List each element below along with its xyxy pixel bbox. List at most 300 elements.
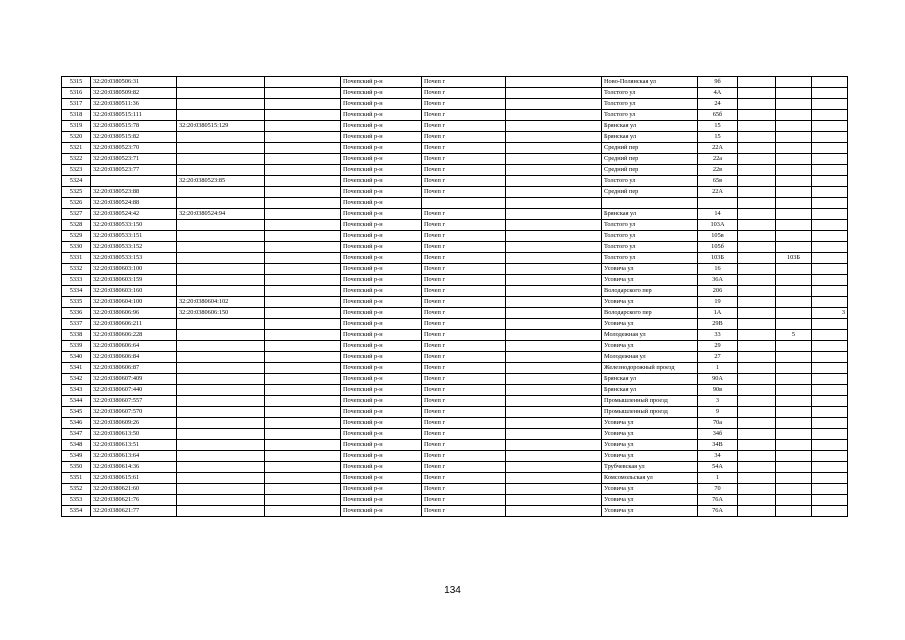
column-7-cell [506,506,602,517]
column-12-cell [812,77,848,88]
column-11-cell [776,187,812,198]
linked-cadastral-number-cell [177,330,265,341]
column-7-cell [506,99,602,110]
cadastral-number-cell: 32:20:0380533:152 [91,242,177,253]
house-number-cell: 1 [698,473,738,484]
table-body [62,77,848,517]
column-11-cell [776,451,812,462]
city-cell: Почеп г [422,143,506,154]
row-number-cell: 5342 [62,374,91,385]
house-number-cell: 1А [698,308,738,319]
city-cell: Почеп г [422,77,506,88]
table-row [62,165,848,176]
column-7-cell [506,275,602,286]
house-number-cell [698,198,738,209]
linked-cadastral-number-cell [177,407,265,418]
column-10-cell [738,154,776,165]
column-4-cell [265,341,341,352]
linked-cadastral-number-cell [177,473,265,484]
district-cell: Почепский р-н [341,88,422,99]
cadastral-number-cell: 32:20:0380515:111 [91,110,177,121]
house-number-cell: 105в [698,231,738,242]
column-12-cell [812,121,848,132]
house-number-cell: 65в [698,176,738,187]
column-10-cell [738,209,776,220]
column-4-cell [265,209,341,220]
district-cell: Почепский р-н [341,308,422,319]
cadastral-number-cell: 32:20:0380603:100 [91,264,177,275]
column-7-cell [506,154,602,165]
house-number-cell: 15 [698,121,738,132]
column-12-cell [812,253,848,264]
table-row [62,352,848,363]
district-cell: Почепский р-н [341,264,422,275]
row-number-cell: 5350 [62,462,91,473]
column-11-cell [776,363,812,374]
column-10-cell [738,396,776,407]
table-row [62,275,848,286]
linked-cadastral-number-cell [177,429,265,440]
district-cell: Почепский р-н [341,253,422,264]
column-4-cell [265,154,341,165]
column-10-cell [738,165,776,176]
column-4-cell [265,77,341,88]
district-cell: Почепский р-н [341,154,422,165]
table-row [62,176,848,187]
district-cell: Почепский р-н [341,484,422,495]
linked-cadastral-number-cell [177,385,265,396]
column-7-cell [506,121,602,132]
column-7-cell [506,88,602,99]
column-12-cell [812,88,848,99]
city-cell: Почеп г [422,110,506,121]
linked-cadastral-number-cell [177,319,265,330]
street-cell: Усовича ул [602,341,698,352]
house-number-cell: 103А [698,220,738,231]
district-cell: Почепский р-н [341,297,422,308]
city-cell: Почеп г [422,341,506,352]
column-12-cell [812,99,848,110]
column-4-cell [265,396,341,407]
district-cell: Почепский р-н [341,418,422,429]
column-12-cell [812,506,848,517]
column-7-cell [506,374,602,385]
city-cell: Почеп г [422,429,506,440]
column-12-cell [812,165,848,176]
cadastral-number-cell: 32:20:0380533:151 [91,231,177,242]
house-number-cell: 103Б [698,253,738,264]
table-row [62,121,848,132]
cadastral-number-cell: 32:20:0380524:42 [91,209,177,220]
column-10-cell [738,110,776,121]
district-cell: Почепский р-н [341,110,422,121]
column-12-cell [812,275,848,286]
cadastral-number-cell: 32:20:0380607:557 [91,396,177,407]
column-11-cell [776,308,812,319]
column-11-cell [776,99,812,110]
city-cell: Почеп г [422,462,506,473]
house-number-cell: 14 [698,209,738,220]
district-cell: Почепский р-н [341,396,422,407]
row-number-cell: 5326 [62,198,91,209]
cadastral-number-cell: 32:20:0380621:77 [91,506,177,517]
linked-cadastral-number-cell [177,275,265,286]
column-12-cell [812,319,848,330]
column-4-cell [265,473,341,484]
linked-cadastral-number-cell [177,198,265,209]
column-10-cell [738,506,776,517]
row-number-cell: 5346 [62,418,91,429]
row-number-cell: 5327 [62,209,91,220]
column-4-cell [265,407,341,418]
row-number-cell: 5325 [62,187,91,198]
cadastral-number-cell: 32:20:0380613:64 [91,451,177,462]
linked-cadastral-number-cell [177,484,265,495]
city-cell: Почеп г [422,88,506,99]
linked-cadastral-number-cell [177,363,265,374]
row-number-cell: 5315 [62,77,91,88]
column-12-cell [812,352,848,363]
cadastral-number-cell: 32:20:0380603:160 [91,286,177,297]
street-cell: Брянская ул [602,121,698,132]
row-number-cell: 5317 [62,99,91,110]
table-row [62,209,848,220]
house-number-cell: 34б [698,429,738,440]
column-4-cell [265,286,341,297]
city-cell: Почеп г [422,319,506,330]
column-11-cell [776,484,812,495]
column-11-cell [776,121,812,132]
linked-cadastral-number-cell [177,396,265,407]
table-row [62,495,848,506]
column-7-cell [506,231,602,242]
street-cell: Брянская ул [602,209,698,220]
column-12-cell [812,363,848,374]
linked-cadastral-number-cell [177,77,265,88]
street-cell: Толстого ул [602,88,698,99]
district-cell: Почепский р-н [341,165,422,176]
column-10-cell [738,495,776,506]
linked-cadastral-number-cell [177,352,265,363]
row-number-cell: 5349 [62,451,91,462]
row-number-cell: 5318 [62,110,91,121]
house-number-cell: 206 [698,286,738,297]
street-cell: Толстого ул [602,242,698,253]
cadastral-number-cell: 32:20:0380606:211 [91,319,177,330]
cadastral-number-cell: 32:20:0380511:36 [91,99,177,110]
table-row [62,462,848,473]
row-number-cell: 5347 [62,429,91,440]
column-10-cell [738,132,776,143]
linked-cadastral-number-cell [177,495,265,506]
column-4-cell [265,495,341,506]
street-cell: Усовича ул [602,495,698,506]
district-cell: Почепский р-н [341,209,422,220]
row-number-cell: 5335 [62,297,91,308]
column-12-cell [812,462,848,473]
city-cell: Почеп г [422,209,506,220]
column-10-cell [738,418,776,429]
row-number-cell: 5319 [62,121,91,132]
linked-cadastral-number-cell [177,187,265,198]
table-row [62,297,848,308]
column-11-cell [776,275,812,286]
house-number-cell: 34В [698,440,738,451]
row-number-cell: 5324 [62,176,91,187]
district-cell: Почепский р-н [341,143,422,154]
column-12-cell [812,209,848,220]
house-number-cell: 29 [698,341,738,352]
street-cell: Промышленный проезд [602,396,698,407]
column-10-cell [738,451,776,462]
table-row [62,319,848,330]
column-11-cell [776,385,812,396]
column-4-cell [265,99,341,110]
column-7-cell [506,429,602,440]
table-row [62,363,848,374]
district-cell: Почепский р-н [341,187,422,198]
column-10-cell [738,363,776,374]
column-10-cell [738,198,776,209]
column-7-cell [506,132,602,143]
district-cell: Почепский р-н [341,429,422,440]
linked-cadastral-number-cell [177,220,265,231]
cadastral-number-cell: 32:20:0380607:409 [91,374,177,385]
table-row [62,77,848,88]
cadastral-number-cell: 32:20:0380621:60 [91,484,177,495]
row-number-cell: 5334 [62,286,91,297]
cadastral-number-cell: 32:20:0380606:96 [91,308,177,319]
street-cell: Железнодорожный проезд [602,363,698,374]
column-11-cell: 103Б [776,253,812,264]
column-10-cell [738,385,776,396]
column-7-cell [506,209,602,220]
street-cell: Толстого ул [602,176,698,187]
column-7-cell [506,198,602,209]
column-7-cell [506,495,602,506]
column-10-cell [738,187,776,198]
district-cell: Почепский р-н [341,99,422,110]
house-number-cell: 9 [698,407,738,418]
column-4-cell [265,352,341,363]
district-cell: Почепский р-н [341,121,422,132]
column-11-cell [776,462,812,473]
house-number-cell: 33 [698,330,738,341]
column-4-cell [265,484,341,495]
column-11-cell [776,319,812,330]
district-cell: Почепский р-н [341,407,422,418]
column-7-cell [506,473,602,484]
city-cell: Почеп г [422,407,506,418]
row-number-cell: 5333 [62,275,91,286]
cadastral-number-cell: 32:20:0380607:570 [91,407,177,418]
registry-table [61,76,848,517]
column-12-cell [812,154,848,165]
linked-cadastral-number-cell: 32:20:0380524:94 [177,209,265,220]
house-number-cell: 1 [698,363,738,374]
column-11-cell [776,429,812,440]
column-10-cell [738,473,776,484]
city-cell: Почеп г [422,495,506,506]
street-cell [602,198,698,209]
row-number-cell: 5321 [62,143,91,154]
column-12-cell [812,143,848,154]
cadastral-number-cell: 32:20:0380615:61 [91,473,177,484]
column-11-cell [776,440,812,451]
district-cell: Почепский р-н [341,374,422,385]
district-cell: Почепский р-н [341,319,422,330]
city-cell: Почеп г [422,440,506,451]
column-7-cell [506,484,602,495]
table-row [62,506,848,517]
row-number-cell: 5348 [62,440,91,451]
column-4-cell [265,418,341,429]
row-number-cell: 5320 [62,132,91,143]
street-cell: Трубчевская ул [602,462,698,473]
column-10-cell [738,330,776,341]
table-row [62,308,848,319]
city-cell: Почеп г [422,330,506,341]
house-number-cell: 34 [698,451,738,462]
row-number-cell: 5340 [62,352,91,363]
row-number-cell: 5354 [62,506,91,517]
district-cell: Почепский р-н [341,77,422,88]
street-cell: Ново-Полянская ул [602,77,698,88]
column-7-cell [506,385,602,396]
street-cell: Молодежная ул [602,330,698,341]
house-number-cell: 70 [698,484,738,495]
city-cell: Почеп г [422,363,506,374]
cadastral-number-cell: 32:20:0380604:100 [91,297,177,308]
column-10-cell [738,286,776,297]
house-number-cell: 65б [698,110,738,121]
column-7-cell [506,396,602,407]
district-cell: Почепский р-н [341,462,422,473]
row-number-cell: 5316 [62,88,91,99]
row-number-cell: 5338 [62,330,91,341]
city-cell: Почеп г [422,308,506,319]
column-4-cell [265,308,341,319]
cadastral-number-cell: 32:20:0380609:26 [91,418,177,429]
column-4-cell [265,385,341,396]
street-cell: Усовича ул [602,319,698,330]
column-4-cell [265,187,341,198]
street-cell: Комсомольская ул [602,473,698,484]
district-cell: Почепский р-н [341,451,422,462]
column-10-cell [738,407,776,418]
column-7-cell [506,440,602,451]
cadastral-number-cell: 32:20:0380506:31 [91,77,177,88]
cadastral-number-cell: 32:20:0380606:228 [91,330,177,341]
column-10-cell [738,231,776,242]
street-cell: Усовича ул [602,506,698,517]
column-4-cell [265,275,341,286]
street-cell: Усовича ул [602,484,698,495]
street-cell: Усовича ул [602,440,698,451]
city-cell: Почеп г [422,396,506,407]
city-cell: Почеп г [422,253,506,264]
column-10-cell [738,143,776,154]
column-10-cell [738,297,776,308]
table-row [62,451,848,462]
city-cell: Почеп г [422,154,506,165]
table-row [62,220,848,231]
column-11-cell [776,506,812,517]
house-number-cell: 90в [698,385,738,396]
column-4-cell [265,451,341,462]
table-row [62,132,848,143]
column-4-cell [265,220,341,231]
district-cell: Почепский р-н [341,231,422,242]
city-cell: Почеп г [422,187,506,198]
column-11-cell [776,297,812,308]
linked-cadastral-number-cell [177,99,265,110]
column-7-cell [506,286,602,297]
column-4-cell [265,297,341,308]
column-11-cell [776,77,812,88]
column-4-cell [265,143,341,154]
table-row [62,143,848,154]
house-number-cell: 22А [698,187,738,198]
street-cell: Брянская ул [602,385,698,396]
district-cell: Почепский р-н [341,473,422,484]
column-10-cell [738,308,776,319]
column-7-cell [506,176,602,187]
column-11-cell [776,264,812,275]
cadastral-number-cell: 32:20:0380515:78 [91,121,177,132]
column-7-cell [506,341,602,352]
cadastral-number-cell: 32:20:0380613:50 [91,429,177,440]
table-row [62,374,848,385]
table-row [62,286,848,297]
column-7-cell [506,418,602,429]
column-7-cell [506,253,602,264]
linked-cadastral-number-cell [177,165,265,176]
column-11-cell [776,352,812,363]
linked-cadastral-number-cell [177,506,265,517]
house-number-cell: 70а [698,418,738,429]
linked-cadastral-number-cell [177,242,265,253]
column-12-cell [812,429,848,440]
column-11-cell [776,143,812,154]
city-cell: Почеп г [422,473,506,484]
table-row [62,231,848,242]
column-7-cell [506,165,602,176]
linked-cadastral-number-cell [177,88,265,99]
cadastral-number-cell: 32:20:0380606:84 [91,352,177,363]
linked-cadastral-number-cell [177,451,265,462]
column-4-cell [265,231,341,242]
row-number-cell: 5332 [62,264,91,275]
column-12-cell [812,297,848,308]
column-4-cell [265,319,341,330]
street-cell: Средний пер [602,165,698,176]
table-row [62,385,848,396]
street-cell: Промышленный проезд [602,407,698,418]
column-4-cell [265,264,341,275]
column-11-cell [776,286,812,297]
district-cell: Почепский р-н [341,363,422,374]
street-cell: Усовича ул [602,418,698,429]
column-10-cell [738,253,776,264]
column-12-cell [812,473,848,484]
column-11-cell [776,209,812,220]
city-cell: Почеп г [422,451,506,462]
column-4-cell [265,121,341,132]
street-cell: Средний пер [602,143,698,154]
district-cell: Почепский р-н [341,506,422,517]
row-number-cell: 5330 [62,242,91,253]
